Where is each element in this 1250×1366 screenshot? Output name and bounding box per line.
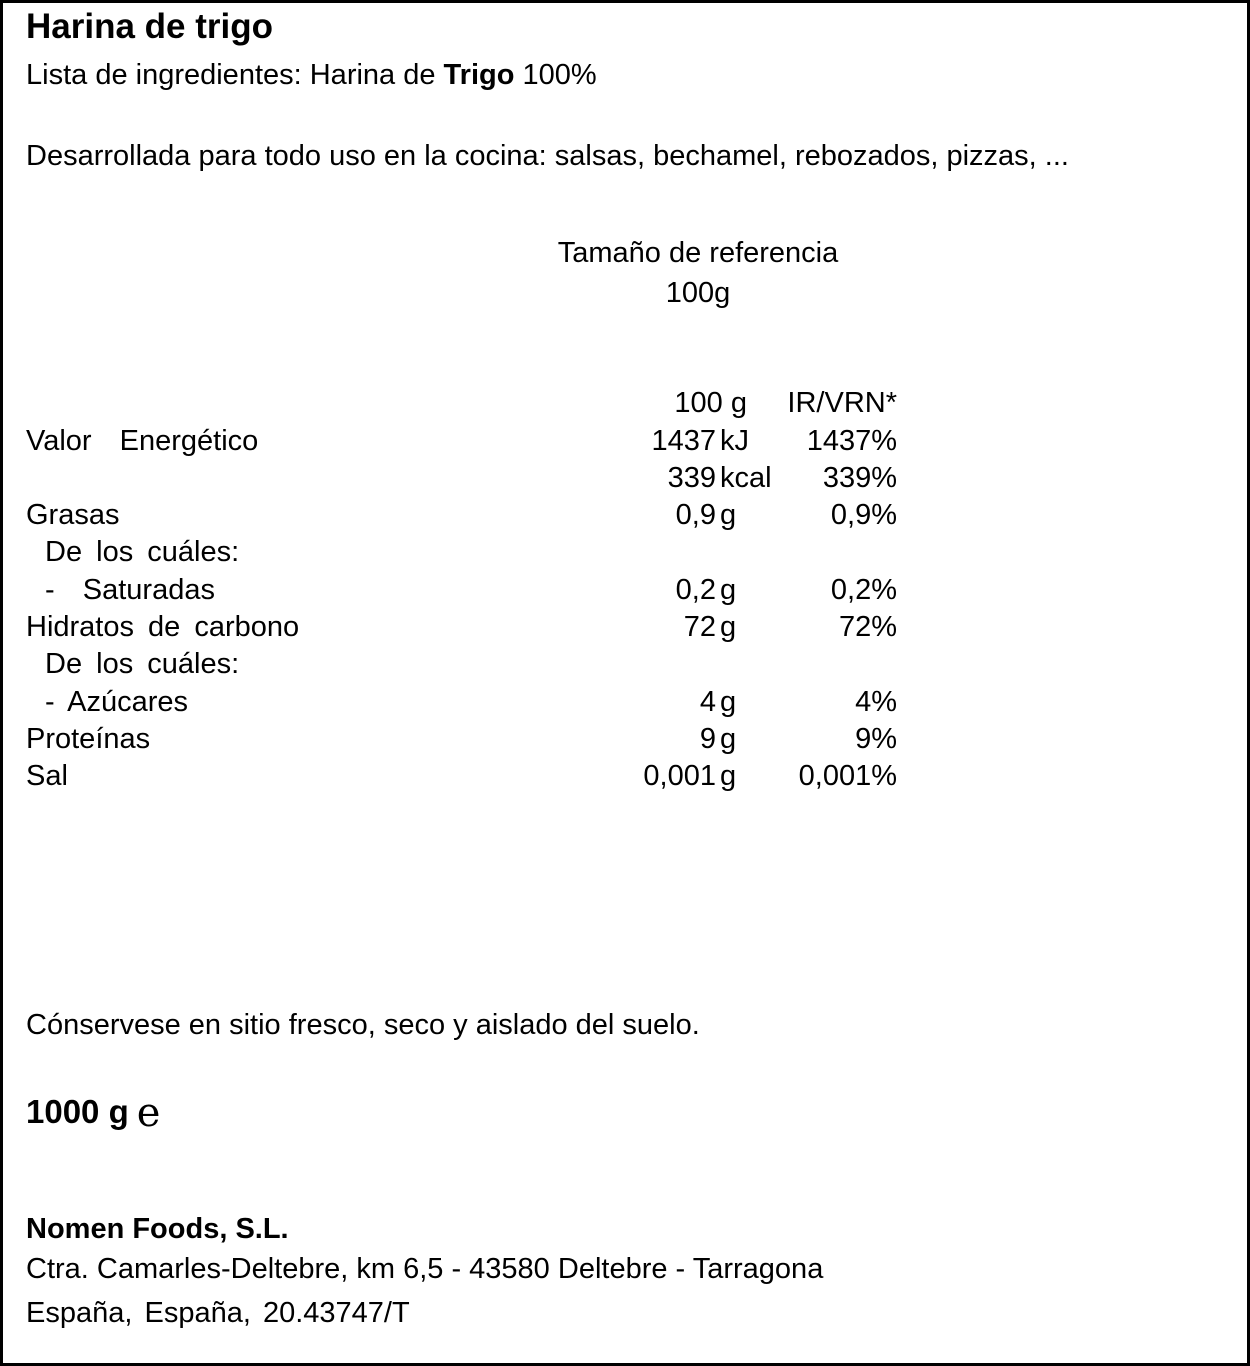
nutrition-value: 1437	[651, 425, 716, 457]
reference-size-label: Tamaño de referencia	[557, 237, 839, 269]
manufacturer-address: Ctra. Camarles-Deltebre, km 6,5 - 43580 Deltebre - Tarragona	[26, 1253, 824, 1285]
nutrition-value: 339	[667, 462, 716, 494]
nutrition-label: - Azúcares	[45, 686, 188, 718]
net-weight-value: 1000 g	[26, 1093, 129, 1130]
nutrition-value: 0,9	[675, 499, 716, 531]
reference-size-value: 100g	[665, 277, 731, 309]
nutrition-label: Proteínas	[26, 723, 151, 755]
storage-instructions: Cónservese en sitio fresco, seco y aislado del suelo.	[26, 1009, 700, 1041]
nutrition-label: - Saturadas	[45, 574, 215, 606]
nutrition-row-energy-kcal	[3, 464, 1247, 498]
nutrition-label: De los cuáles:	[45, 536, 240, 568]
ingredients-prefix: Lista de ingredientes: Harina de	[26, 59, 444, 91]
nutrition-unit: g	[720, 574, 737, 606]
nutrition-unit: g	[720, 499, 737, 531]
nutrition-unit: g	[720, 686, 737, 718]
nutrition-row-carbohydrates	[3, 613, 1247, 647]
manufacturer-name: Nomen Foods, S.L.	[26, 1213, 289, 1245]
product-title: Harina de trigo	[26, 7, 273, 46]
nutrition-unit: g	[720, 611, 737, 643]
nutrition-value: 4	[699, 686, 716, 718]
nutrition-percent: 4%	[855, 686, 897, 718]
nutrition-unit: kcal	[720, 462, 772, 494]
ingredients-suffix: 100%	[514, 59, 597, 91]
product-description: Desarrollada para todo uso en la cocina: salsas, bechamel, rebozados, pizzas, ...	[26, 140, 1069, 172]
nutrition-percent: 1437%	[806, 425, 897, 457]
nutrition-header-ir: IR/VRN*	[787, 387, 897, 419]
ingredients-list	[26, 61, 597, 90]
nutrition-percent: 0,2%	[830, 574, 897, 606]
nutrition-percent: 339%	[822, 462, 897, 494]
nutrition-unit: g	[720, 723, 737, 755]
nutrition-label: Sal	[26, 760, 68, 792]
nutrition-value: 9	[699, 723, 716, 755]
nutrition-row-saturated	[3, 576, 1247, 610]
nutrition-row-sugars	[3, 688, 1247, 722]
nutrition-header-100g: 100 g	[674, 387, 747, 419]
net-weight	[26, 1090, 161, 1136]
nutrition-row-salt	[3, 762, 1247, 796]
nutrition-value: 72	[683, 611, 716, 643]
nutrition-percent: 0,9%	[830, 499, 897, 531]
nutrition-label: De los cuáles:	[45, 648, 240, 680]
nutrition-unit: g	[720, 760, 737, 792]
ingredients-allergen: Trigo	[443, 59, 515, 91]
nutrition-label: Grasas	[26, 499, 120, 531]
nutrition-value: 0,001	[643, 760, 716, 792]
nutrition-row-of-which	[3, 538, 1247, 572]
nutrition-unit: kJ	[720, 425, 749, 457]
manufacturer-country-registry: España, España, 20.43747/T	[26, 1297, 410, 1329]
nutrition-percent: 9%	[855, 723, 897, 755]
nutrition-value: 0,2	[675, 574, 716, 606]
nutrition-row-fat	[3, 501, 1247, 535]
nutrition-percent: 0,001%	[798, 760, 897, 792]
nutrition-percent: 72%	[838, 611, 897, 643]
estimated-e-mark-icon: e	[136, 1090, 161, 1136]
nutrition-label: Hidratos de carbono	[26, 611, 300, 643]
nutrition-label: Valor Energético	[26, 425, 259, 457]
nutrition-row-energy-kj	[3, 427, 1247, 461]
nutrition-row-of-which	[3, 650, 1247, 684]
nutrition-row-protein	[3, 725, 1247, 759]
